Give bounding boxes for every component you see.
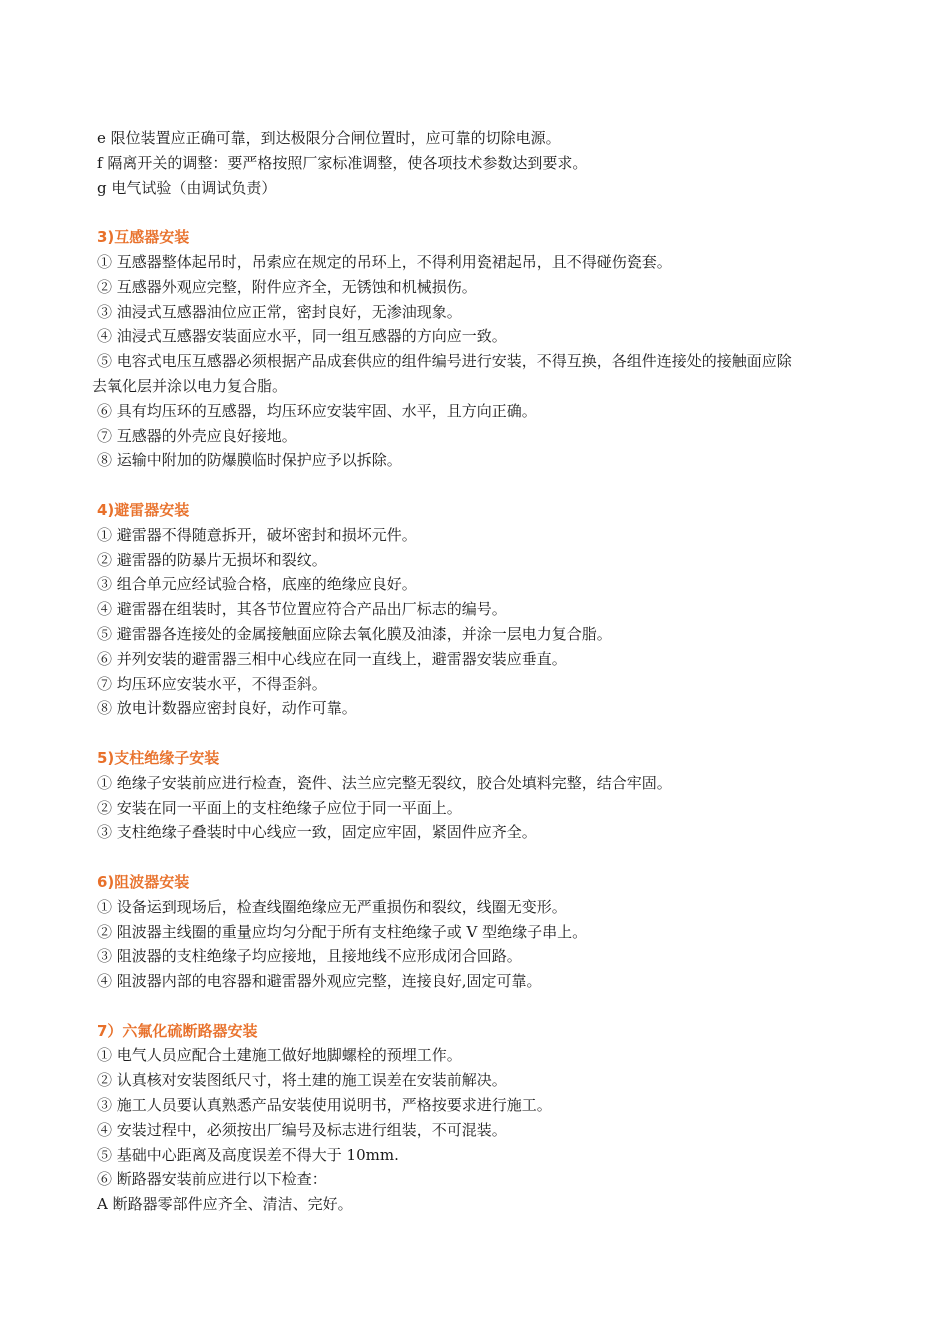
list-item: ④ 避雷器在组装时，其各节位置应符合产品出厂标志的编号。 — [97, 600, 507, 619]
list-item: ④ 阻波器内部的电容器和避雷器外观应完整，连接良好,固定可靠。 — [97, 972, 542, 991]
list-item: ③ 阻波器的支柱绝缘子均应接地，且接地线不应形成闭合回路。 — [97, 947, 522, 966]
list-item: ⑦ 均压环应安装水平，不得歪斜。 — [97, 674, 327, 693]
list-item: ② 阻波器主线圈的重量应均匀分配于所有支柱绝缘子或 V 型绝缘子串上。 — [97, 922, 588, 941]
list-item: ② 认真核对安装图纸尺寸，将土建的施工误差在安装前解决。 — [97, 1071, 507, 1090]
list-item: ④ 油浸式互感器安装面应水平，同一组互感器的方向应一致。 — [97, 327, 507, 346]
intro-block — [92, 126, 892, 200]
list-item: ⑥ 具有均压环的互感器，均压环应安装牢固、水平，且方向正确。 — [97, 401, 537, 420]
list-item: ④ 安装过程中，必须按出厂编号及标志进行组装，不可混装。 — [97, 1120, 507, 1139]
list-item: ① 互感器整体起吊时，吊索应在规定的吊环上，不得利用瓷裙起吊，且不得碰伤瓷套。 — [97, 252, 672, 271]
intro-line: f 隔离开关的调整：要严格按照厂家标准调整，使各项技术参数达到要求。 — [97, 153, 588, 172]
section-heading-sf6-breaker: 7）六氟化硫断路器安装 — [97, 1021, 258, 1040]
list-item: ① 设备运到现场后，检查线圈绝缘应无严重损伤和裂纹，线圈无变形。 — [97, 897, 567, 916]
list-item: ③ 油浸式互感器油位应正常，密封良好，无渗油现象。 — [97, 302, 462, 321]
list-item: ② 避雷器的防暴片无损坏和裂纹。 — [97, 550, 327, 569]
document-body — [92, 126, 892, 1217]
list-item: ② 互感器外观应完整，附件应齐全，无锈蚀和机械损伤。 — [97, 277, 477, 296]
section-heading-transformer: 3)互感器安装 — [97, 228, 190, 247]
list-item: ① 绝缘子安装前应进行检查，瓷件、法兰应完整无裂纹，胶合处填料完整，结合牢固。 — [97, 773, 672, 792]
section-heading-post-insulator: 5)支柱绝缘子安装 — [97, 748, 220, 767]
list-item-continuation: 去氧化层并涂以电力复合脂。 — [92, 376, 288, 395]
list-item: ③ 支柱绝缘子叠装时中心线应一致，固定应牢固，紧固件应齐全。 — [97, 823, 537, 842]
list-item: ⑧ 运输中附加的防爆膜临时保护应予以拆除。 — [97, 451, 402, 470]
list-item: ⑤ 基础中心距离及高度误差不得大于 10mm. — [97, 1145, 399, 1164]
list-item: ⑤ 电容式电压互感器必须根据产品成套供应的组件编号进行安装，不得互换，各组件连接处的接触面应除 — [97, 352, 792, 371]
list-item: ① 电气人员应配合土建施工做好地脚螺栓的预埋工作。 — [97, 1046, 462, 1065]
list-item: ⑧ 放电计数器应密封良好，动作可靠。 — [97, 699, 357, 718]
list-item: ③ 施工人员要认真熟悉产品安装使用说明书，严格按要求进行施工。 — [97, 1096, 552, 1115]
list-item: ⑦ 互感器的外壳应良好接地。 — [97, 426, 297, 445]
list-item: A 断路器零部件应齐全、清洁、完好。 — [97, 1195, 353, 1214]
intro-line: e 限位装置应正确可靠，到达极限分合闸位置时，应可靠的切除电源。 — [97, 129, 561, 147]
intro-line: g 电气试验（由调试负责） — [97, 178, 277, 197]
section-heading-wave-trap: 6)阻波器安装 — [97, 872, 190, 891]
list-item: ② 安装在同一平面上的支柱绝缘子应位于同一平面上。 — [97, 798, 462, 817]
list-item: ③ 组合单元应经试验合格，底座的绝缘应良好。 — [97, 575, 417, 594]
list-item: ⑤ 避雷器各连接处的金属接触面应除去氧化膜及油漆，并涂一层电力复合脂。 — [97, 624, 612, 643]
list-item: ⑥ 并列安装的避雷器三相中心线应在同一直线上，避雷器安装应垂直。 — [97, 649, 567, 668]
list-item: ⑥ 断路器安装前应进行以下检查： — [97, 1170, 327, 1189]
list-item: ① 避雷器不得随意拆开，破坏密封和损坏元件。 — [97, 525, 417, 544]
section-heading-arrester: 4)避雷器安装 — [97, 500, 190, 519]
